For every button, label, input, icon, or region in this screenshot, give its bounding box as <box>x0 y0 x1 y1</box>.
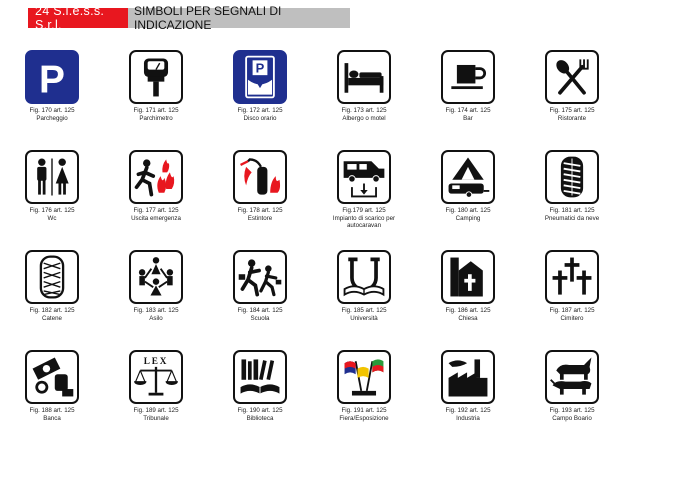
sign-caption: Fig.179 art. 125 Impianto di scarico per autocaravan <box>332 207 396 230</box>
camper-discharge-icon <box>337 150 391 204</box>
sign-item <box>416 50 520 150</box>
bed-icon <box>337 50 391 104</box>
sign-caption: Fig. 170 art. 125 Parcheggio <box>29 107 75 122</box>
sign-item <box>104 250 208 350</box>
university-icon <box>337 250 391 304</box>
sign-item <box>104 50 208 150</box>
sign-caption: Fig. 178 art. 125 Estintore <box>237 207 283 222</box>
page-number-label: 24 S.i.e.s.s. S.r.l. <box>28 8 128 28</box>
sign-caption: Fig. 192 art. 125 Industria <box>445 407 491 422</box>
extinguisher-icon <box>233 150 287 204</box>
parking-meter-icon <box>129 50 183 104</box>
sign-item <box>0 350 104 450</box>
sign-caption: Fig. 183 art. 125 Asilo <box>133 307 179 322</box>
sign-caption: Fig. 175 art. 125 Ristorante <box>549 107 595 122</box>
cattle-market-icon <box>545 350 599 404</box>
kindergarten-icon <box>129 250 183 304</box>
fair-icon <box>337 350 391 404</box>
sign-caption: Fig. 172 art. 125 Disco orario <box>237 107 283 122</box>
sign-caption: Fig. 171 art. 125 Parchimetro <box>133 107 179 122</box>
sign-item <box>520 250 624 350</box>
bank-icon <box>25 350 79 404</box>
sign-item <box>0 150 104 250</box>
camping-icon <box>441 150 495 204</box>
sign-caption: Fig. 177 art. 125 Uscita emergenza <box>131 207 181 222</box>
sign-item <box>104 150 208 250</box>
sign-item <box>208 250 312 350</box>
page-header <box>28 4 350 32</box>
sign-caption: Fig. 176 art. 125 Wc <box>29 207 75 222</box>
sign-item <box>416 250 520 350</box>
sign-caption: Fig. 190 art. 125 Biblioteca <box>237 407 283 422</box>
sign-item <box>416 350 520 450</box>
church-icon <box>441 250 495 304</box>
parking-disc-icon <box>233 50 287 104</box>
sign-item <box>208 150 312 250</box>
sign-caption: Fig. 181 art. 125 Pneumatici da neve <box>544 207 600 222</box>
court-icon <box>129 350 183 404</box>
sign-item <box>0 50 104 150</box>
sign-item <box>312 350 416 450</box>
sign-caption: Fig. 191 art. 125 Fiera/Esposizione <box>339 407 389 422</box>
sign-caption: Fig. 184 art. 125 Scuola <box>237 307 283 322</box>
sign-item <box>520 150 624 250</box>
sign-item <box>312 250 416 350</box>
sign-caption: Fig. 189 art. 125 Tribunale <box>133 407 179 422</box>
sign-caption: Fig. 187 art. 125 Cimitero <box>549 307 595 322</box>
industry-icon <box>441 350 495 404</box>
sign-caption: Fig. 182 art. 125 Catene <box>29 307 75 322</box>
sign-item <box>312 150 416 250</box>
sign-item <box>104 350 208 450</box>
chains-icon <box>25 250 79 304</box>
sign-item <box>0 250 104 350</box>
fork-spoon-icon <box>545 50 599 104</box>
svg-text:P: P <box>39 58 65 102</box>
page-title: SIMBOLI PER SEGNALI DI INDICAZIONE <box>128 8 350 28</box>
sign-caption: Fig. 193 art. 125 Campo Boario <box>549 407 595 422</box>
sign-caption: Fig. 173 art. 125 Albergo o motel <box>341 107 387 122</box>
toilet-icon <box>25 150 79 204</box>
emergency-exit-icon <box>129 150 183 204</box>
sign-caption: Fig. 188 art. 125 Banca <box>29 407 75 422</box>
library-icon <box>233 350 287 404</box>
sign-item <box>312 50 416 150</box>
school-icon <box>233 250 287 304</box>
parking-icon <box>25 50 79 104</box>
sign-item <box>416 150 520 250</box>
sign-item <box>520 50 624 150</box>
svg-text:P: P <box>255 60 265 76</box>
sign-grid <box>0 50 678 450</box>
sign-caption: Fig. 186 art. 125 Chiesa <box>445 307 491 322</box>
sign-caption: Fig. 180 art. 125 Camping <box>445 207 491 222</box>
sign-item <box>208 50 312 150</box>
sign-item <box>520 350 624 450</box>
court-sign-text: LEX <box>143 357 169 368</box>
sign-item <box>208 350 312 450</box>
cup-icon <box>441 50 495 104</box>
snow-tire-icon <box>545 150 599 204</box>
sign-caption: Fig. 174 art. 125 Bar <box>445 107 491 122</box>
cemetery-icon <box>545 250 599 304</box>
sign-caption: Fig. 185 art. 125 Università <box>341 307 387 322</box>
